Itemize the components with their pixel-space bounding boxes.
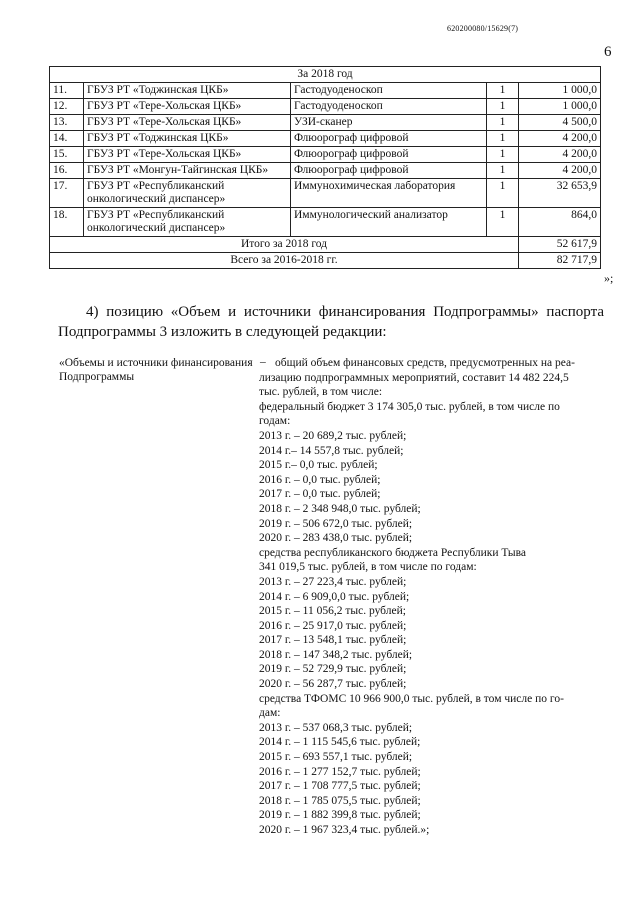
equipment-cell: Флюорограф цифровой — [291, 147, 487, 163]
funding-line: 2014 г.– 14 557,8 тыс. рублей; — [259, 444, 404, 457]
row-number: 13. — [50, 115, 84, 131]
funding-line: 2016 г. – 25 917,0 тыс. рублей; — [259, 619, 407, 632]
funding-line: 2019 г. – 1 882 399,8 тыс. рублей; — [259, 809, 421, 822]
quantity-cell: 1 — [487, 115, 519, 131]
organization-cell: ГБУЗ РТ «Тере-Хольская ЦКБ» — [84, 147, 291, 163]
equipment-cell: УЗИ-сканер — [291, 115, 487, 131]
quantity-cell: 1 — [487, 99, 519, 115]
row-number: 18. — [50, 208, 84, 237]
total-value: 82 717,9 — [519, 253, 601, 269]
funding-line: 2018 г. – 147 348,2 тыс. рублей; — [259, 648, 413, 661]
table-section-header — [50, 67, 601, 83]
funding-line: дам: — [259, 707, 281, 720]
quantity-cell: 1 — [487, 179, 519, 208]
table-closing-quote: »; — [604, 271, 614, 285]
quantity-cell: 1 — [487, 131, 519, 147]
row-number: 16. — [50, 163, 84, 179]
equipment-cell: Флюорограф цифровой — [291, 131, 487, 147]
funding-line: 2020 г. – 1 967 323,4 тыс. рублей.»; — [259, 824, 430, 836]
amendment-paragraph: 4) позицию «Объем и источники финансирования Подпрограммы» паспорта Подпрограммы 3 изложить в следующей редакции: — [58, 304, 604, 340]
funding-line: 2017 г. – 1 708 777,5 тыс. рублей; — [259, 780, 421, 793]
table-row — [50, 99, 601, 115]
funding-line: общий объем финансовых средств, предусмотренных на реа- — [275, 357, 575, 369]
page-number: 6 — [604, 44, 612, 60]
organization-cell: ГБУЗ РТ «Республиканский онкологический диспансер» — [84, 179, 291, 208]
funding-line: 2014 г. – 6 909,0,0 тыс. рублей; — [259, 590, 410, 603]
funding-line: федеральный бюджет 3 174 305,0 тыс. рублей, в том числе по — [259, 400, 560, 413]
table-row — [50, 83, 601, 99]
total-2018-row — [50, 237, 601, 253]
equipment-cell: Флюорограф цифровой — [291, 163, 487, 179]
funding-line: 2020 г. – 56 287,7 тыс. рублей; — [259, 678, 407, 691]
total-label: Итого за 2018 год — [50, 237, 519, 253]
quantity-cell: 1 — [487, 208, 519, 237]
total-value: 52 617,9 — [519, 237, 601, 253]
sum-cell: 1 000,0 — [519, 99, 601, 115]
funding-line: 2013 г. – 27 223,4 тыс. рублей; — [259, 575, 407, 588]
section-title: За 2018 год — [50, 67, 601, 83]
funding-line: 2015 г.– 0,0 тыс. рублей; — [259, 459, 378, 472]
table-row — [50, 115, 601, 131]
funding-line: 2013 г. – 20 689,2 тыс. рублей; — [259, 429, 407, 442]
funding-line: 2016 г. – 1 277 152,7 тыс. рублей; — [259, 765, 421, 778]
table-row — [50, 163, 601, 179]
funding-line: 2017 г. – 0,0 тыс. рублей; — [259, 488, 381, 501]
quantity-cell: 1 — [487, 163, 519, 179]
funding-line: 341 019,5 тыс. рублей, в том числе по годам: — [259, 561, 477, 574]
row-number: 11. — [50, 83, 84, 99]
funding-line: 2017 г. – 13 548,1 тыс. рублей; — [259, 634, 407, 647]
sum-cell: 4 500,0 — [519, 115, 601, 131]
row-number: 14. — [50, 131, 84, 147]
funding-line: 2019 г. – 506 672,0 тыс. рублей; — [259, 517, 413, 530]
funding-line: 2018 г. – 1 785 075,5 тыс. рублей; — [259, 794, 421, 807]
organization-cell: ГБУЗ РТ «Республиканский онкологический диспансер» — [84, 208, 291, 237]
organization-cell: ГБУЗ РТ «Монгун-Тайгинская ЦКБ» — [84, 163, 291, 179]
funding-line: 2020 г. – 283 438,0 тыс. рублей; — [259, 532, 413, 545]
organization-cell: ГБУЗ РТ «Тере-Хольская ЦКБ» — [84, 115, 291, 131]
passport-dash: – — [260, 356, 266, 368]
table-row — [50, 208, 601, 237]
document-id: 620200080/15629(7) — [447, 24, 519, 33]
passport-funding-text — [259, 356, 611, 838]
sum-cell: 1 000,0 — [519, 83, 601, 99]
sum-cell: 4 200,0 — [519, 147, 601, 163]
total-label: Всего за 2016-2018 гг. — [50, 253, 519, 269]
funding-line: годам: — [259, 415, 291, 428]
funding-line: средства ТФОМС 10 966 900,0 тыс. рублей, в том числе по го- — [259, 692, 564, 705]
table-row — [50, 131, 601, 147]
quantity-cell: 1 — [487, 83, 519, 99]
row-number: 17. — [50, 179, 84, 208]
funding-line: лизацию подпрограммных мероприятий, составит 14 482 224,5 — [259, 371, 569, 384]
funding-line: 2016 г. – 0,0 тыс. рублей; — [259, 473, 381, 486]
funding-line: 2019 г. – 52 729,9 тыс. рублей; — [259, 663, 407, 676]
equipment-table — [49, 66, 601, 269]
sum-cell: 4 200,0 — [519, 131, 601, 147]
equipment-cell: Гастодуоденоскоп — [291, 83, 487, 99]
organization-cell: ГБУЗ РТ «Тоджинская ЦКБ» — [84, 131, 291, 147]
funding-line: 2015 г. – 693 557,1 тыс. рублей; — [259, 751, 413, 764]
funding-line: 2014 г. – 1 115 545,6 тыс. рублей; — [259, 736, 421, 749]
funding-line: тыс. рублей, в том числе: — [259, 386, 383, 399]
sum-cell: 864,0 — [519, 208, 601, 237]
funding-line: 2015 г. – 11 056,2 тыс. рублей; — [259, 605, 406, 618]
table-row — [50, 179, 601, 208]
total-all-row — [50, 253, 601, 269]
row-number: 12. — [50, 99, 84, 115]
quantity-cell: 1 — [487, 147, 519, 163]
funding-line: 2013 г. – 537 068,3 тыс. рублей; — [259, 721, 413, 734]
equipment-cell: Иммунохимическая лаборатория — [291, 179, 487, 208]
organization-cell: ГБУЗ РТ «Тере-Хольская ЦКБ» — [84, 99, 291, 115]
sum-cell: 4 200,0 — [519, 163, 601, 179]
funding-line: средства республиканского бюджета Республики Тыва — [259, 546, 526, 559]
sum-cell: 32 653,9 — [519, 179, 601, 208]
passport-label: «Объемы и источники финансирования Подпрограммы — [59, 357, 253, 383]
table-row — [50, 147, 601, 163]
equipment-cell: Иммунологический анализатор — [291, 208, 487, 237]
row-number: 15. — [50, 147, 84, 163]
equipment-cell: Гастодуоденоскоп — [291, 99, 487, 115]
funding-line: 2018 г. – 2 348 948,0 тыс. рублей; — [259, 502, 421, 515]
organization-cell: ГБУЗ РТ «Тоджинская ЦКБ» — [84, 83, 291, 99]
